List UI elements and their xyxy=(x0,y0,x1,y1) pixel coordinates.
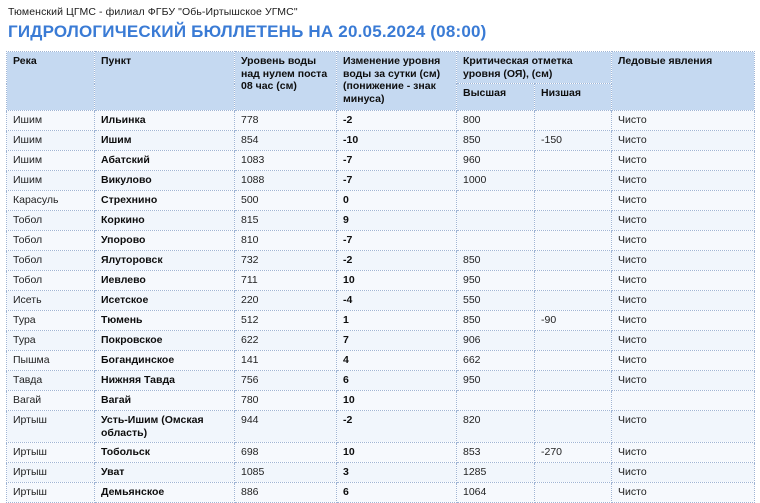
table-row xyxy=(7,391,755,411)
organization-line: Тюменский ЦГМС - филиал ФГБУ "Обь-Иртышское УГМС" xyxy=(8,6,298,18)
cell-river: Пышма xyxy=(7,351,95,371)
cell-water-level: 815 xyxy=(235,211,337,231)
cell-critical-high: 1064 xyxy=(457,483,535,503)
cell-ice-phenomena: Чисто xyxy=(612,271,755,291)
cell-river: Тура xyxy=(7,331,95,351)
cell-water-level: 732 xyxy=(235,251,337,271)
cell-level-change: -2 xyxy=(337,111,457,131)
cell-water-level: 756 xyxy=(235,371,337,391)
cell-water-level: 780 xyxy=(235,391,337,411)
cell-water-level: 1088 xyxy=(235,171,337,191)
cell-point: Ялуторовск xyxy=(95,251,235,271)
cell-critical-low xyxy=(535,231,612,251)
cell-water-level: 778 xyxy=(235,111,337,131)
cell-water-level: 854 xyxy=(235,131,337,151)
cell-point: Тобольск xyxy=(95,443,235,463)
table-row xyxy=(7,111,755,131)
cell-critical-high: 550 xyxy=(457,291,535,311)
cell-point: Усть-Ишим (Омская область) xyxy=(95,411,235,443)
cell-river: Ишим xyxy=(7,111,95,131)
cell-critical-low xyxy=(535,171,612,191)
cell-ice-phenomena: Чисто xyxy=(612,191,755,211)
cell-river: Иртыш xyxy=(7,463,95,483)
cell-ice-phenomena: Чисто xyxy=(612,371,755,391)
cell-level-change: 10 xyxy=(337,391,457,411)
cell-river: Ишим xyxy=(7,131,95,151)
cell-water-level: 512 xyxy=(235,311,337,331)
cell-point: Ишим xyxy=(95,131,235,151)
cell-level-change: -2 xyxy=(337,411,457,443)
cell-point: Викулово xyxy=(95,171,235,191)
cell-critical-high: 850 xyxy=(457,251,535,271)
cell-ice-phenomena: Чисто xyxy=(612,211,755,231)
cell-river: Тобол xyxy=(7,231,95,251)
cell-critical-low xyxy=(535,483,612,503)
cell-ice-phenomena: Чисто xyxy=(612,331,755,351)
cell-level-change: 1 xyxy=(337,311,457,331)
cell-critical-high: 906 xyxy=(457,331,535,351)
table-header-row-main xyxy=(7,52,755,84)
cell-water-level: 500 xyxy=(235,191,337,211)
cell-ice-phenomena: Чисто xyxy=(612,483,755,503)
cell-ice-phenomena xyxy=(612,391,755,411)
cell-level-change: -7 xyxy=(337,151,457,171)
table-row xyxy=(7,371,755,391)
cell-critical-high: 950 xyxy=(457,371,535,391)
cell-critical-low xyxy=(535,463,612,483)
cell-critical-low: -90 xyxy=(535,311,612,331)
cell-critical-low xyxy=(535,211,612,231)
cell-river: Исеть xyxy=(7,291,95,311)
cell-point: Абатский xyxy=(95,151,235,171)
table-row xyxy=(7,483,755,503)
cell-critical-low xyxy=(535,271,612,291)
table-row xyxy=(7,191,755,211)
cell-ice-phenomena: Чисто xyxy=(612,231,755,251)
cell-critical-high xyxy=(457,211,535,231)
cell-river: Тобол xyxy=(7,271,95,291)
cell-ice-phenomena: Чисто xyxy=(612,463,755,483)
cell-point: Демьянское xyxy=(95,483,235,503)
column-header-ice-phenomena: Ледовые явления xyxy=(612,52,755,111)
cell-critical-high: 850 xyxy=(457,311,535,331)
cell-river: Тура xyxy=(7,311,95,331)
table-row xyxy=(7,311,755,331)
cell-critical-high xyxy=(457,191,535,211)
column-header-level-change: Изменение уровня воды за сутки (см) (понижение - знак минуса) xyxy=(337,52,457,111)
cell-river: Иртыш xyxy=(7,483,95,503)
cell-river: Тавда xyxy=(7,371,95,391)
cell-water-level: 1083 xyxy=(235,151,337,171)
cell-critical-low xyxy=(535,331,612,351)
cell-point: Упорово xyxy=(95,231,235,251)
table-row xyxy=(7,443,755,463)
cell-water-level: 1085 xyxy=(235,463,337,483)
cell-level-change: 10 xyxy=(337,443,457,463)
cell-ice-phenomena: Чисто xyxy=(612,151,755,171)
page-title: ГИДРОЛОГИЧЕСКИЙ БЮЛЛЕТЕНЬ НА 20.05.2024 (08:00) xyxy=(8,22,487,41)
cell-water-level: 810 xyxy=(235,231,337,251)
column-header-water-level: Уровень воды над нулем поста 08 час (см) xyxy=(235,52,337,111)
cell-level-change: 4 xyxy=(337,351,457,371)
cell-critical-high xyxy=(457,231,535,251)
cell-point: Покровское xyxy=(95,331,235,351)
cell-critical-high: 800 xyxy=(457,111,535,131)
cell-critical-low xyxy=(535,371,612,391)
table-row xyxy=(7,131,755,151)
table-container xyxy=(0,43,760,503)
column-header-point: Пункт xyxy=(95,52,235,111)
hydrological-bulletin-table xyxy=(6,51,755,503)
cell-ice-phenomena: Чисто xyxy=(612,131,755,151)
column-header-critical-mark: Критическая отметка уровня (ОЯ), (см) xyxy=(457,52,612,84)
cell-point: Богандинское xyxy=(95,351,235,371)
cell-level-change: -10 xyxy=(337,131,457,151)
cell-water-level: 220 xyxy=(235,291,337,311)
column-header-critical-low: Низшая xyxy=(535,84,612,111)
cell-point: Коркино xyxy=(95,211,235,231)
cell-river: Вагай xyxy=(7,391,95,411)
cell-point: Нижняя Тавда xyxy=(95,371,235,391)
cell-point: Стрехнино xyxy=(95,191,235,211)
cell-point: Уват xyxy=(95,463,235,483)
cell-critical-low xyxy=(535,351,612,371)
cell-level-change: 7 xyxy=(337,331,457,351)
cell-water-level: 622 xyxy=(235,331,337,351)
cell-water-level: 886 xyxy=(235,483,337,503)
cell-critical-low: -150 xyxy=(535,131,612,151)
cell-level-change: 6 xyxy=(337,371,457,391)
cell-level-change: -4 xyxy=(337,291,457,311)
cell-critical-low: -270 xyxy=(535,443,612,463)
column-header-critical-high: Высшая xyxy=(457,84,535,111)
table-row xyxy=(7,291,755,311)
cell-critical-high: 960 xyxy=(457,151,535,171)
cell-ice-phenomena: Чисто xyxy=(612,291,755,311)
cell-critical-low xyxy=(535,151,612,171)
column-header-river: Река xyxy=(7,52,95,111)
cell-level-change: 9 xyxy=(337,211,457,231)
table-row xyxy=(7,351,755,371)
table-row xyxy=(7,331,755,351)
cell-critical-high: 662 xyxy=(457,351,535,371)
cell-critical-low xyxy=(535,291,612,311)
cell-critical-high: 820 xyxy=(457,411,535,443)
cell-water-level: 698 xyxy=(235,443,337,463)
cell-point: Тюмень xyxy=(95,311,235,331)
cell-critical-low xyxy=(535,251,612,271)
table-row xyxy=(7,463,755,483)
cell-river: Иртыш xyxy=(7,443,95,463)
cell-river: Иртыш xyxy=(7,411,95,443)
cell-level-change: -7 xyxy=(337,231,457,251)
table-row xyxy=(7,151,755,171)
cell-critical-high: 950 xyxy=(457,271,535,291)
cell-level-change: 3 xyxy=(337,463,457,483)
cell-level-change: -2 xyxy=(337,251,457,271)
cell-ice-phenomena: Чисто xyxy=(612,171,755,191)
cell-ice-phenomena: Чисто xyxy=(612,411,755,443)
cell-point: Иевлево xyxy=(95,271,235,291)
cell-ice-phenomena: Чисто xyxy=(612,351,755,371)
cell-critical-high: 1285 xyxy=(457,463,535,483)
cell-river: Ишим xyxy=(7,151,95,171)
cell-water-level: 944 xyxy=(235,411,337,443)
table-row xyxy=(7,171,755,191)
cell-point: Исетское xyxy=(95,291,235,311)
cell-river: Ишим xyxy=(7,171,95,191)
cell-ice-phenomena: Чисто xyxy=(612,251,755,271)
table-header xyxy=(7,52,755,111)
cell-water-level: 711 xyxy=(235,271,337,291)
table-row xyxy=(7,231,755,251)
cell-river: Карасуль xyxy=(7,191,95,211)
cell-critical-low xyxy=(535,191,612,211)
cell-point: Ильинка xyxy=(95,111,235,131)
cell-ice-phenomena: Чисто xyxy=(612,443,755,463)
cell-critical-high xyxy=(457,391,535,411)
cell-critical-high: 850 xyxy=(457,131,535,151)
table-body xyxy=(7,111,755,503)
cell-critical-high: 1000 xyxy=(457,171,535,191)
table-row xyxy=(7,211,755,231)
cell-river: Тобол xyxy=(7,211,95,231)
cell-ice-phenomena: Чисто xyxy=(612,311,755,331)
cell-river: Тобол xyxy=(7,251,95,271)
cell-ice-phenomena: Чисто xyxy=(612,111,755,131)
cell-level-change: 6 xyxy=(337,483,457,503)
cell-level-change: 10 xyxy=(337,271,457,291)
cell-water-level: 141 xyxy=(235,351,337,371)
table-row xyxy=(7,271,755,291)
cell-critical-low xyxy=(535,111,612,131)
table-row xyxy=(7,251,755,271)
cell-critical-low xyxy=(535,391,612,411)
cell-critical-high: 853 xyxy=(457,443,535,463)
cell-level-change: 0 xyxy=(337,191,457,211)
cell-point: Вагай xyxy=(95,391,235,411)
cell-level-change: -7 xyxy=(337,171,457,191)
